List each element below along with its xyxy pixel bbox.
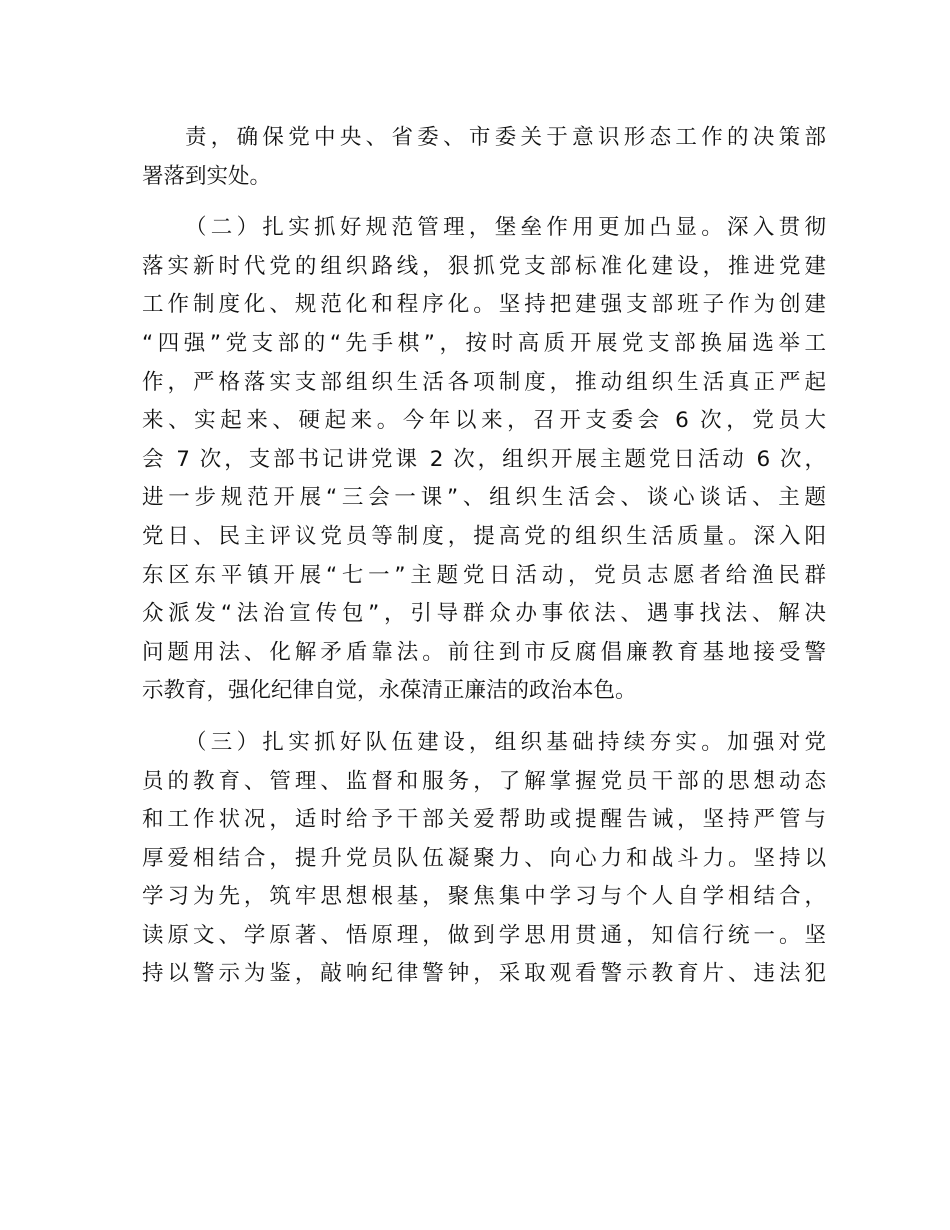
text-line: 厚爱相结合，提升党员队伍凝聚力、向心力和战斗力。坚持以	[142, 845, 826, 871]
document-body	[142, 119, 826, 994]
paragraph-1	[142, 119, 826, 196]
text-line: 东区东平镇开展“七一”主题党日活动，党员志愿者给渔民群	[142, 562, 826, 588]
paragraph-2	[142, 209, 826, 711]
text-line: 和工作状况，适时给予干部关爱帮助或提醒告诫，坚持严管与	[142, 807, 826, 833]
text-line: “四强”党支部的“先手棋”，按时高质开展党支部换届选举工	[142, 330, 826, 356]
text-line: （三）扎实抓好队伍建设，组织基础持续夯实。加强对党	[185, 729, 826, 755]
text-line: 问题用法、化解矛盾靠法。前往到市反腐倡廉教育基地接受警	[142, 639, 826, 665]
text-line: 进一步规范开展“三会一课”、组织生活会、谈心谈话、主题	[142, 485, 826, 511]
text-line: 会 7 次，支部书记讲党课 2 次，组织开展主题党日活动 6 次，	[142, 446, 826, 472]
text-line: 来、实起来、硬起来。今年以来，召开支委会 6 次，党员大	[142, 408, 826, 434]
text-line: 党日、民主评议党员等制度，提高党的组织生活质量。深入阳	[142, 523, 826, 549]
paragraph-3	[142, 724, 826, 994]
text-line: （二）扎实抓好规范管理，堡垒作用更加凸显。深入贯彻	[185, 215, 826, 241]
text-line: 落实新时代党的组织路线，狠抓党支部标准化建设，推进党建	[142, 253, 826, 279]
text-line: 读原文、学原著、悟原理，做到学思用贯通，知信行统一。坚	[142, 922, 826, 948]
text-line: 工作制度化、规范化和程序化。坚持把建强支部班子作为创建	[142, 292, 826, 318]
text-line: 持以警示为鉴，敲响纪律警钟，采取观看警示教育片、违法犯	[142, 961, 826, 987]
text-line: 示教育，强化纪律自觉，永葆清正廉洁的政治本色。	[142, 678, 637, 704]
text-line: 员的教育、管理、监督和服务，了解掌握党员干部的思想动态	[142, 768, 826, 794]
text-line: 责，确保党中央、省委、市委关于意识形态工作的决策部	[185, 125, 826, 150]
text-line: 众派发“法治宣传包”，引导群众办事依法、遇事找法、解决	[142, 601, 826, 627]
text-line: 作，严格落实支部组织生活各项制度，推动组织生活真正严起	[142, 369, 826, 395]
text-line: 署落到实处。	[142, 163, 272, 189]
text-line: 学习为先，筑牢思想根基，聚焦集中学习与个人自学相结合，	[142, 884, 826, 910]
